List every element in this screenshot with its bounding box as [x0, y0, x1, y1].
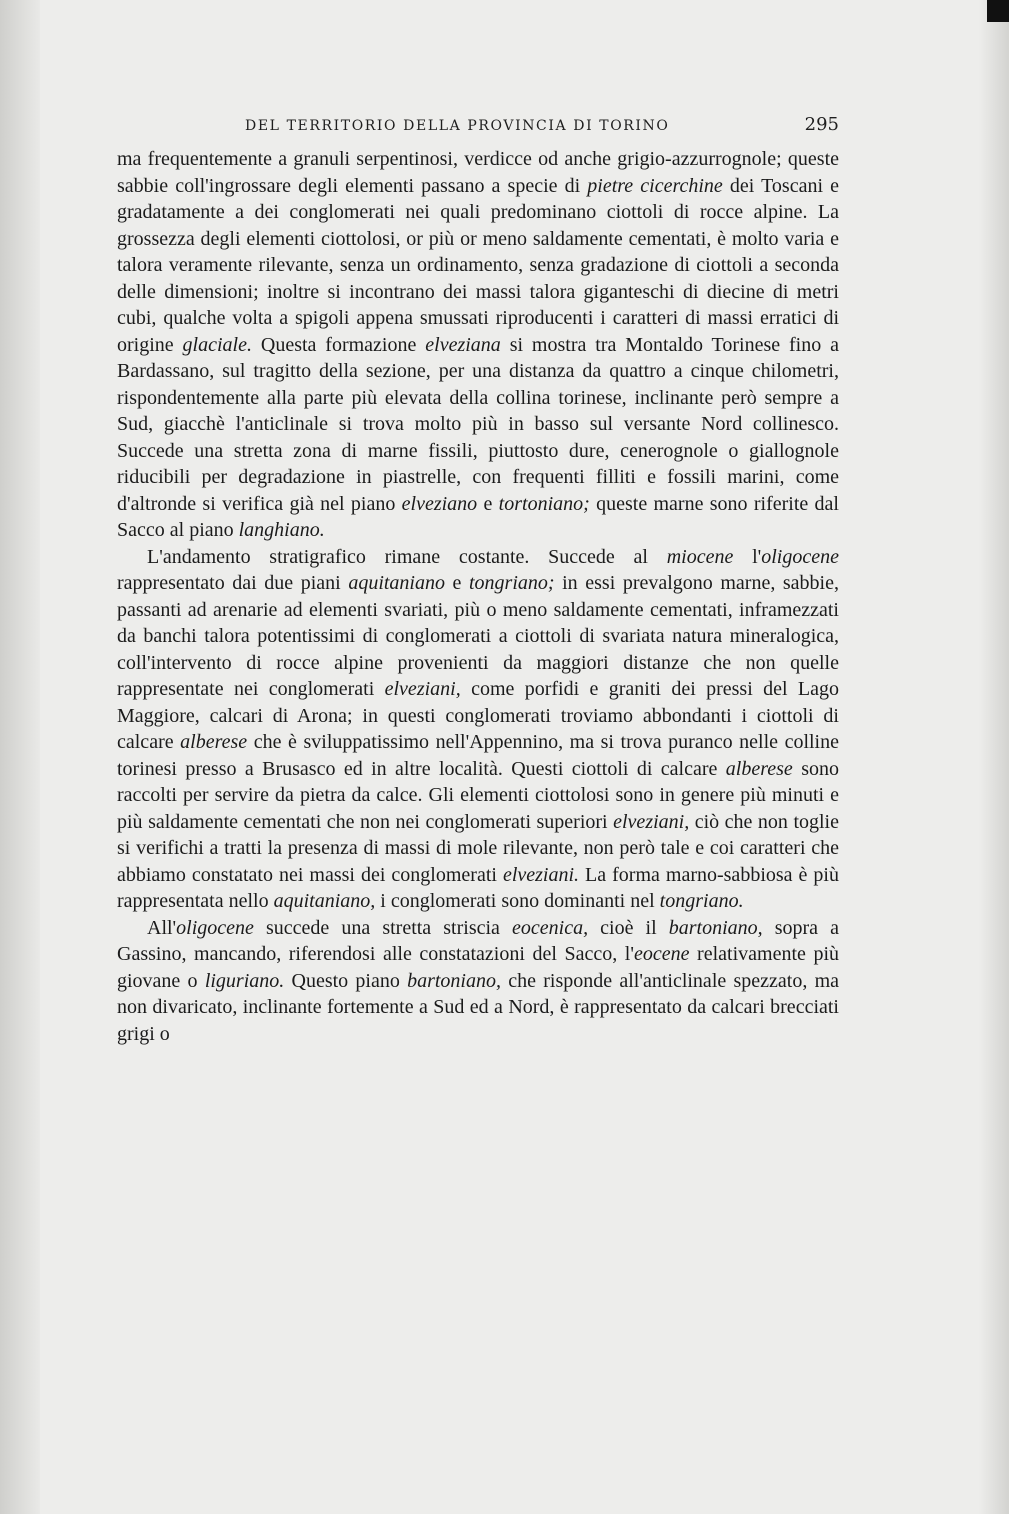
- italic-term: eocenica,: [512, 916, 589, 939]
- paragraph: [117, 915, 839, 1048]
- text-run: sopra a Gassino, mancando, riferendosi alle constatazioni del Sacco, l': [117, 916, 839, 965]
- italic-term: aquitaniano: [348, 572, 445, 594]
- text-run: queste marne sono riferite dal Sacco al piano: [117, 492, 839, 541]
- italic-term: pietre cicerchine: [587, 174, 723, 197]
- text-run: che è sviluppatissimo nell'Appennino, ma si trova puranco nelle colline torinesi presso a Brusasco ed in altre località. Questi ciottoli di calcare: [117, 731, 839, 780]
- text-run: ma frequentemente a granuli serpentinosi, verdicce od anche grigio-azzurrognole; queste sabbie coll'ingrossare degli elementi passano a specie di: [117, 148, 839, 197]
- italic-term: elveziani,: [384, 678, 461, 700]
- italic-term: eocene: [633, 943, 690, 965]
- running-head: [117, 114, 839, 144]
- italic-term: glaciale.: [182, 333, 252, 356]
- text-run: dei Toscani e gradatamente a dei conglomerati nei quali predominano ciottoli di rocce alpine. La grossezza degli elementi ciottolosi, or più or meno saldamente cementati, è molto varia e talora veramente rilevante, senza un ordinamento, senza gradazione di ciottoli a seconda delle dimensioni; inoltre si incontrano dei massi talora giganteschi di diecine di metri cubi, qualche volta a spigoli appena smussati riproducenti i caratteri di massi erratici di origine: [117, 174, 839, 356]
- text-run: Questo piano: [284, 969, 408, 992]
- paragraph: [117, 544, 839, 915]
- italic-term: liguriano.: [204, 969, 285, 992]
- text-page: [117, 114, 839, 1047]
- italic-term: alberese: [725, 757, 793, 780]
- italic-term: oligocene: [761, 545, 839, 568]
- text-run: ciò che non toglie si verifichi a tratti la presenza di massi di mole rilevante, non però tale e coi caratteri che abbiamo constatato nei massi dei conglomerati: [117, 810, 839, 886]
- italic-term: oligocene: [176, 916, 254, 939]
- italic-term: langhiano.: [238, 519, 325, 541]
- text-run: che risponde all'anticlinale spezzato, ma non divaricato, inclinante fortemente a Sud ed a Nord, è rappresentato da calcari brecciati grigi o: [117, 969, 840, 1045]
- text-run: relativamente più giovane o: [117, 943, 840, 992]
- left-scan-shadow: [0, 0, 40, 1514]
- body-text: [117, 146, 839, 1047]
- text-run: i conglomerati sono dominanti nel: [375, 890, 660, 912]
- text-run: e: [477, 492, 499, 515]
- text-run: e: [444, 572, 469, 594]
- text-run: l': [733, 545, 762, 568]
- text-run: L'andamento stratigrafico rimane costante. Succede al: [147, 545, 667, 568]
- italic-term: alberese: [180, 731, 248, 753]
- italic-term: elveziana: [425, 333, 501, 356]
- text-run: sono raccolti per servire da pietra da calce. Gli elementi ciottolosi sono in genere più minuti e più saldamente cementati che non nei conglomerati superiori: [117, 757, 839, 833]
- italic-term: tongriano.: [659, 890, 744, 912]
- running-title: DEL TERRITORIO DELLA PROVINCIA DI TORINO: [245, 118, 670, 134]
- italic-term: aquitaniano,: [273, 890, 376, 912]
- italic-term: bartoniano,: [668, 916, 763, 939]
- italic-term: miocene: [666, 545, 734, 568]
- text-run: rappresentato dai due piani: [117, 572, 349, 594]
- scan-corner-mark: [987, 0, 1009, 22]
- page-number: 295: [804, 114, 839, 135]
- text-run: cioè il: [588, 916, 669, 939]
- italic-term: elveziani.: [502, 863, 580, 886]
- text-run: succede una stretta striscia: [253, 916, 512, 939]
- text-run: Questa formazione: [251, 333, 426, 356]
- right-scan-shadow: [979, 0, 1009, 1514]
- italic-term: tortoniano;: [498, 492, 590, 515]
- italic-term: elveziani,: [613, 810, 690, 833]
- italic-term: elveziano: [401, 492, 478, 515]
- text-run: All': [147, 916, 177, 939]
- paragraph: [117, 146, 839, 544]
- text-run: come porfidi e graniti dei pressi del Lago Maggiore, calcari di Arona; in questi conglomerati troviamo abbondanti i ciottoli di calcare: [117, 678, 839, 753]
- text-run: in essi prevalgono marne, sabbie, passanti ad arenarie ad elementi svariati, più o meno saldamente cementati, inframezzati da banchi talora potentissimi di conglomerati a ciottoli di svariata natura mineralogica, coll'intervento di rocce alpine provenienti da maggiori distanze che non quelle rappresentate nei conglomerati: [117, 572, 839, 700]
- text-run: si mostra tra Montaldo Torinese fino a Bardassano, sul tragitto della sezione, per una distanza da quattro a cinque chilometri, rispondentemente alla parte più elevata della collina torinese, inclinante però sempre a Sud, giacchè l'anticlinale si trova molto più in basso sul versante Nord collinesco. Succede una stretta zona di marne fissili, piuttosto dure, cenerognole o giallognole riducibili per degradazione in piastrelle, con frequenti filliti e fossili marini, come d'altronde si verifica già nel piano: [117, 333, 839, 515]
- italic-term: tongriano;: [469, 572, 555, 594]
- italic-term: bartoniano,: [407, 969, 501, 992]
- text-run: La forma marno-sabbiosa è più rappresentata nello: [117, 863, 839, 912]
